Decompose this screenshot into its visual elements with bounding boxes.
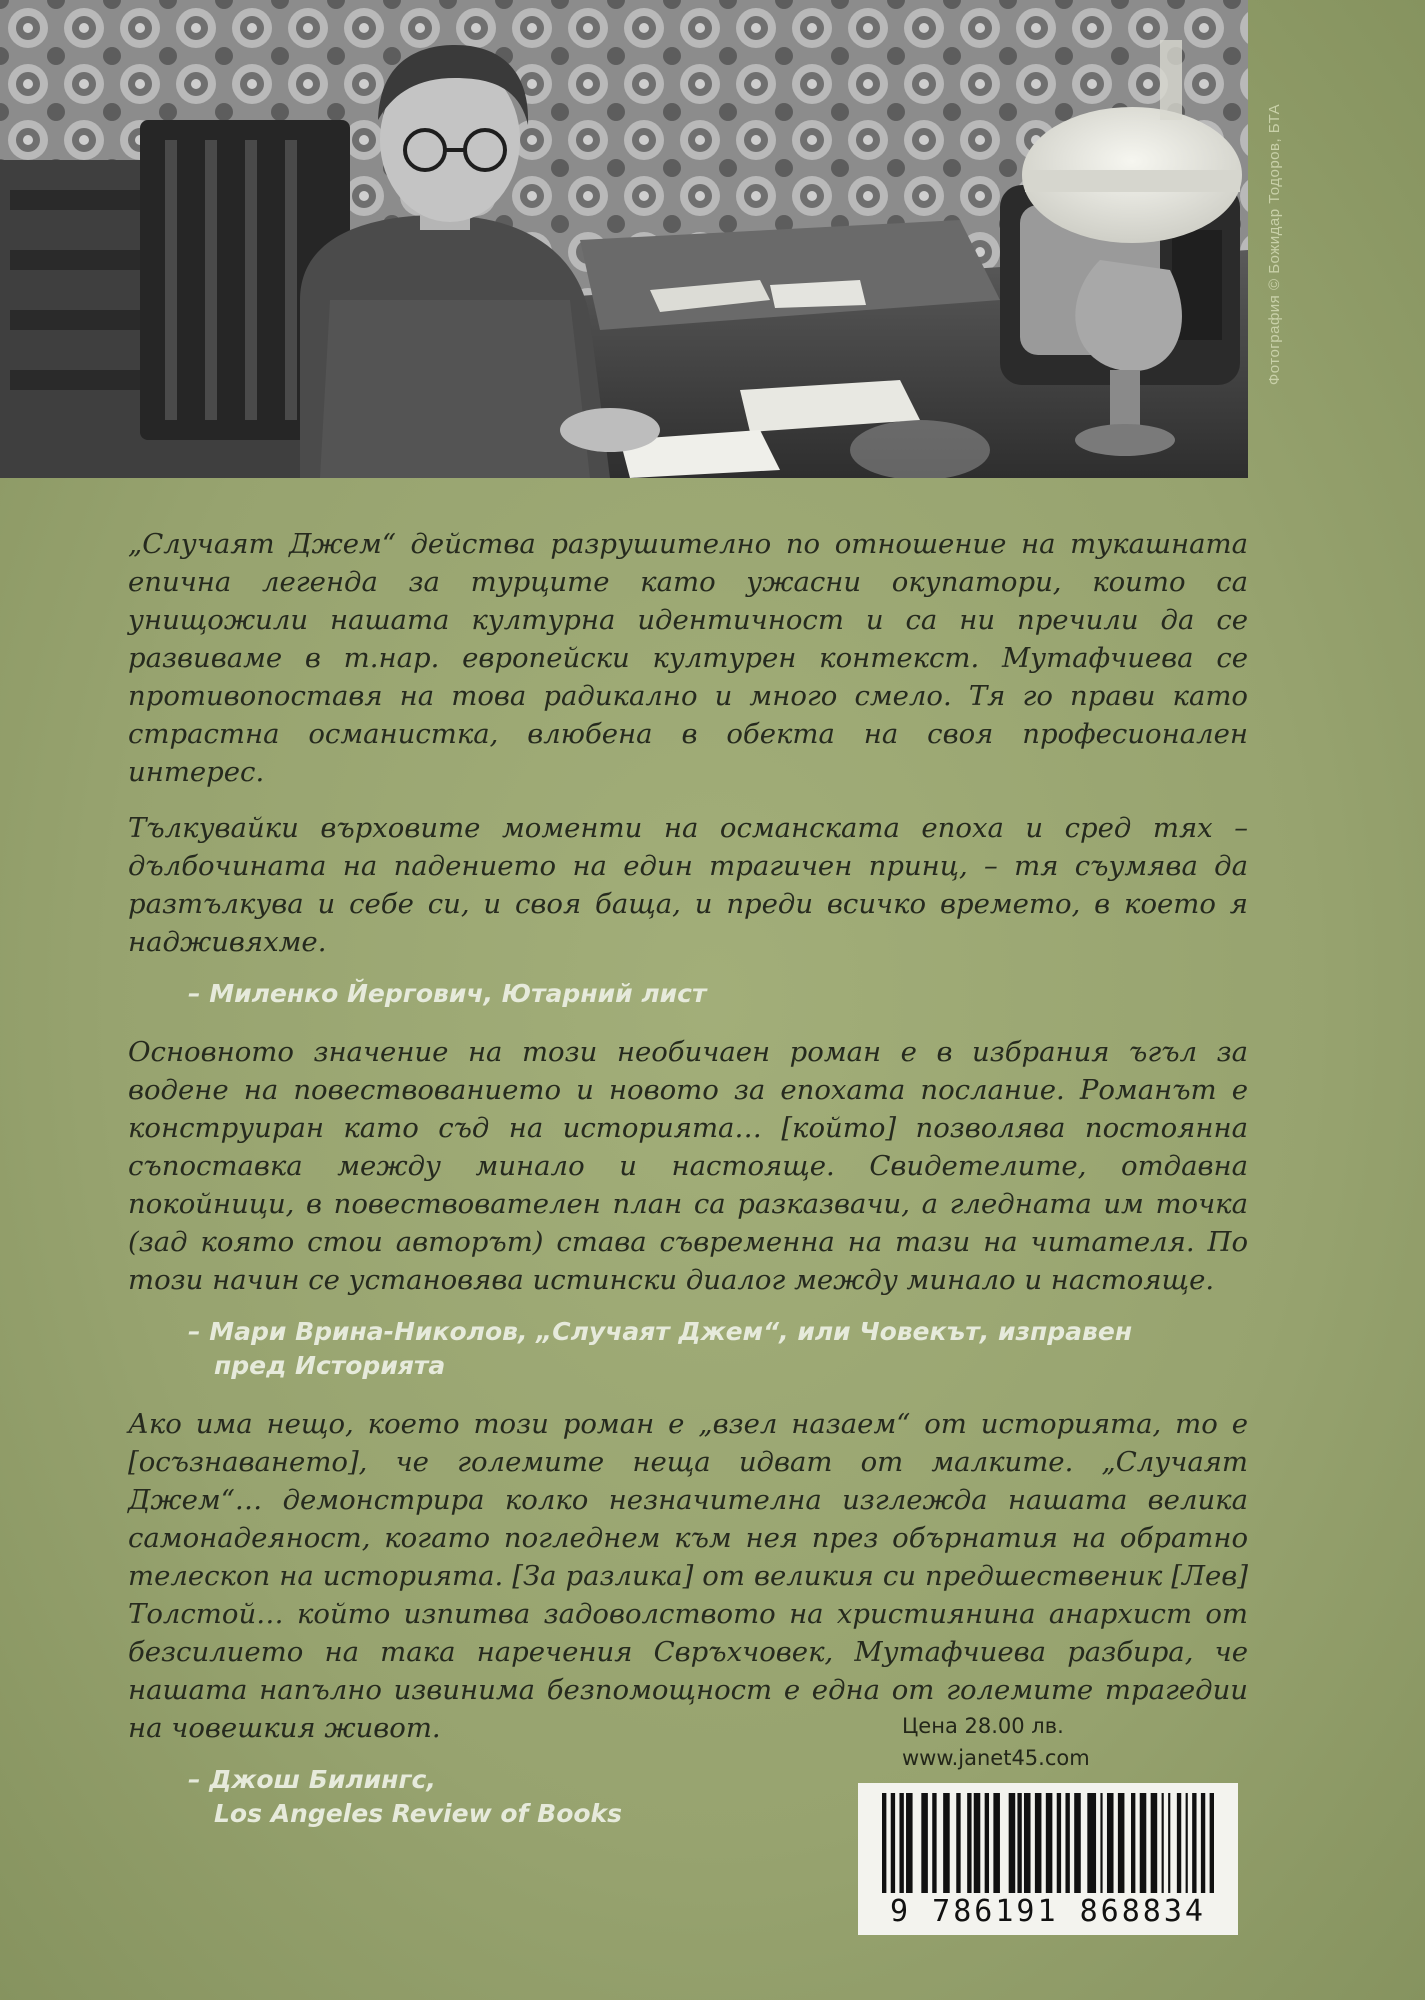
barcode-bar: [899, 1793, 903, 1893]
quote3-source: Los Angeles Review of Books: [214, 1799, 623, 1828]
quote1-paragraph-2: Тълкувайки върховите моменти на османската епоха и сред тях – дълбочината на падението на един трагичен принц, – тя съумява да разтълкува и себе си, и своя баща, и преди всичко времето, в което я надживяхме.: [128, 812, 1248, 958]
quote3-author: – Джош Билингс,: [188, 1765, 436, 1794]
barcode-bar: [1057, 1793, 1061, 1893]
price-block: [902, 1710, 1090, 1774]
barcode-bar: [1186, 1793, 1188, 1893]
barcode-bar: [993, 1793, 1000, 1893]
barcode-bar: [1118, 1793, 1125, 1893]
barcode-bar: [921, 1793, 928, 1893]
isbn-barcode: [858, 1783, 1238, 1935]
barcode-bar: [1065, 1793, 1069, 1893]
barcode-bar: [985, 1793, 989, 1893]
barcode-bar: [932, 1793, 936, 1893]
quote1-attribution: [188, 977, 1248, 1011]
quote2-author-line2: пред Историята: [214, 1351, 446, 1380]
barcode-bar: [1151, 1793, 1158, 1893]
barcode-bar: [1009, 1793, 1016, 1893]
publisher-website: www.janet45.com: [902, 1746, 1090, 1770]
barcode-bar: [1100, 1793, 1102, 1893]
barcode-bar: [1192, 1793, 1196, 1893]
author-photo: [0, 0, 1248, 478]
barcode-bar: [1074, 1793, 1081, 1893]
barcode-bar: [974, 1793, 981, 1893]
quote2-author: – Мари Врина-Николов, „Случаят Джем“, или Човекът, изправен: [188, 1317, 1133, 1346]
barcode-bar: [1162, 1793, 1164, 1893]
barcode-bar: [906, 1793, 913, 1893]
barcode-bar: [1107, 1793, 1114, 1893]
blurb-text: [128, 525, 1248, 1853]
quote1-author: – Миленко Йергович,: [188, 979, 493, 1008]
quote2-attribution: [188, 1315, 1248, 1383]
barcode-bar: [967, 1793, 971, 1893]
barcode-bar: [1046, 1793, 1053, 1893]
barcode-bar: [1177, 1793, 1181, 1893]
quote1-source: Ютарний лист: [501, 979, 707, 1008]
isbn-number: 9 786191 868834: [890, 1894, 1206, 1929]
barcode-bar: [882, 1793, 886, 1893]
barcode-bar: [1017, 1793, 1021, 1893]
barcode-bar: [1024, 1793, 1031, 1893]
barcode-bar: [1201, 1793, 1205, 1893]
barcode-bar: [891, 1793, 895, 1893]
barcode-bar: [1087, 1793, 1096, 1893]
barcode-bar: [1168, 1793, 1170, 1893]
barcode-bar: [943, 1793, 950, 1893]
barcode-icon: [882, 1793, 1214, 1893]
quote2-paragraph-1: Основното значение на този необичаен роман е в избрания ъгъл за водене на повествованието и новото за епохата послание. Романът е конструиран като съд на историята… [който] позволява постоянна съпоставка между минало и настояще. Свидетелите, отдавна покойници, в повествователен план са разказвачи, а гледната им точка (зад която стои авторът) става съвременна на тази на читателя. По този начин се установява истински диалог между минало и настояще.: [128, 1036, 1248, 1296]
barcode-bar: [956, 1793, 960, 1893]
barcode-bar: [1131, 1793, 1135, 1893]
barcode-bar: [1140, 1793, 1147, 1893]
photo-credit: Фотография © Божидар Тодоров, БТА: [1266, 103, 1284, 385]
quote1-paragraph-1: „Случаят Джем“ действа разрушително по отношение на тукашната епична легенда за турците като ужасни окупатори, които са унищожили нашата културна идентичност и са ни пречили да се развиваме в т.нар. европейски културен контекст. Мутафчиева се противопоставя на това радикално и много смело. Тя го прави като страстна османистка, влюбена в обекта на своя професионален интерес.: [128, 528, 1248, 788]
price-label: Цена 28.00 лв.: [902, 1714, 1064, 1738]
barcode-bar: [1035, 1793, 1042, 1893]
quote3-paragraph-1: Ако има нещо, което този роман е „взел назаем“ от историята, то е [осъзнаването], че големите неща идват от малките. „Случаят Джем“… демонстрира колко незначителна изглежда нашата велика самонадеяност, когато погледнем към нея през обърнатия на обратно телескоп на историята. [За разлика] от великия си предшественик [Лев] Толстой… който изпитва задоволството на християнина анархист от безсилието на така наречения Свръхчовек, Мутафчиева разбира, че нашата напълно извинима безпомощност е една от големите трагедии на човешкия живот.: [128, 1408, 1248, 1744]
barcode-bar: [1210, 1793, 1214, 1893]
